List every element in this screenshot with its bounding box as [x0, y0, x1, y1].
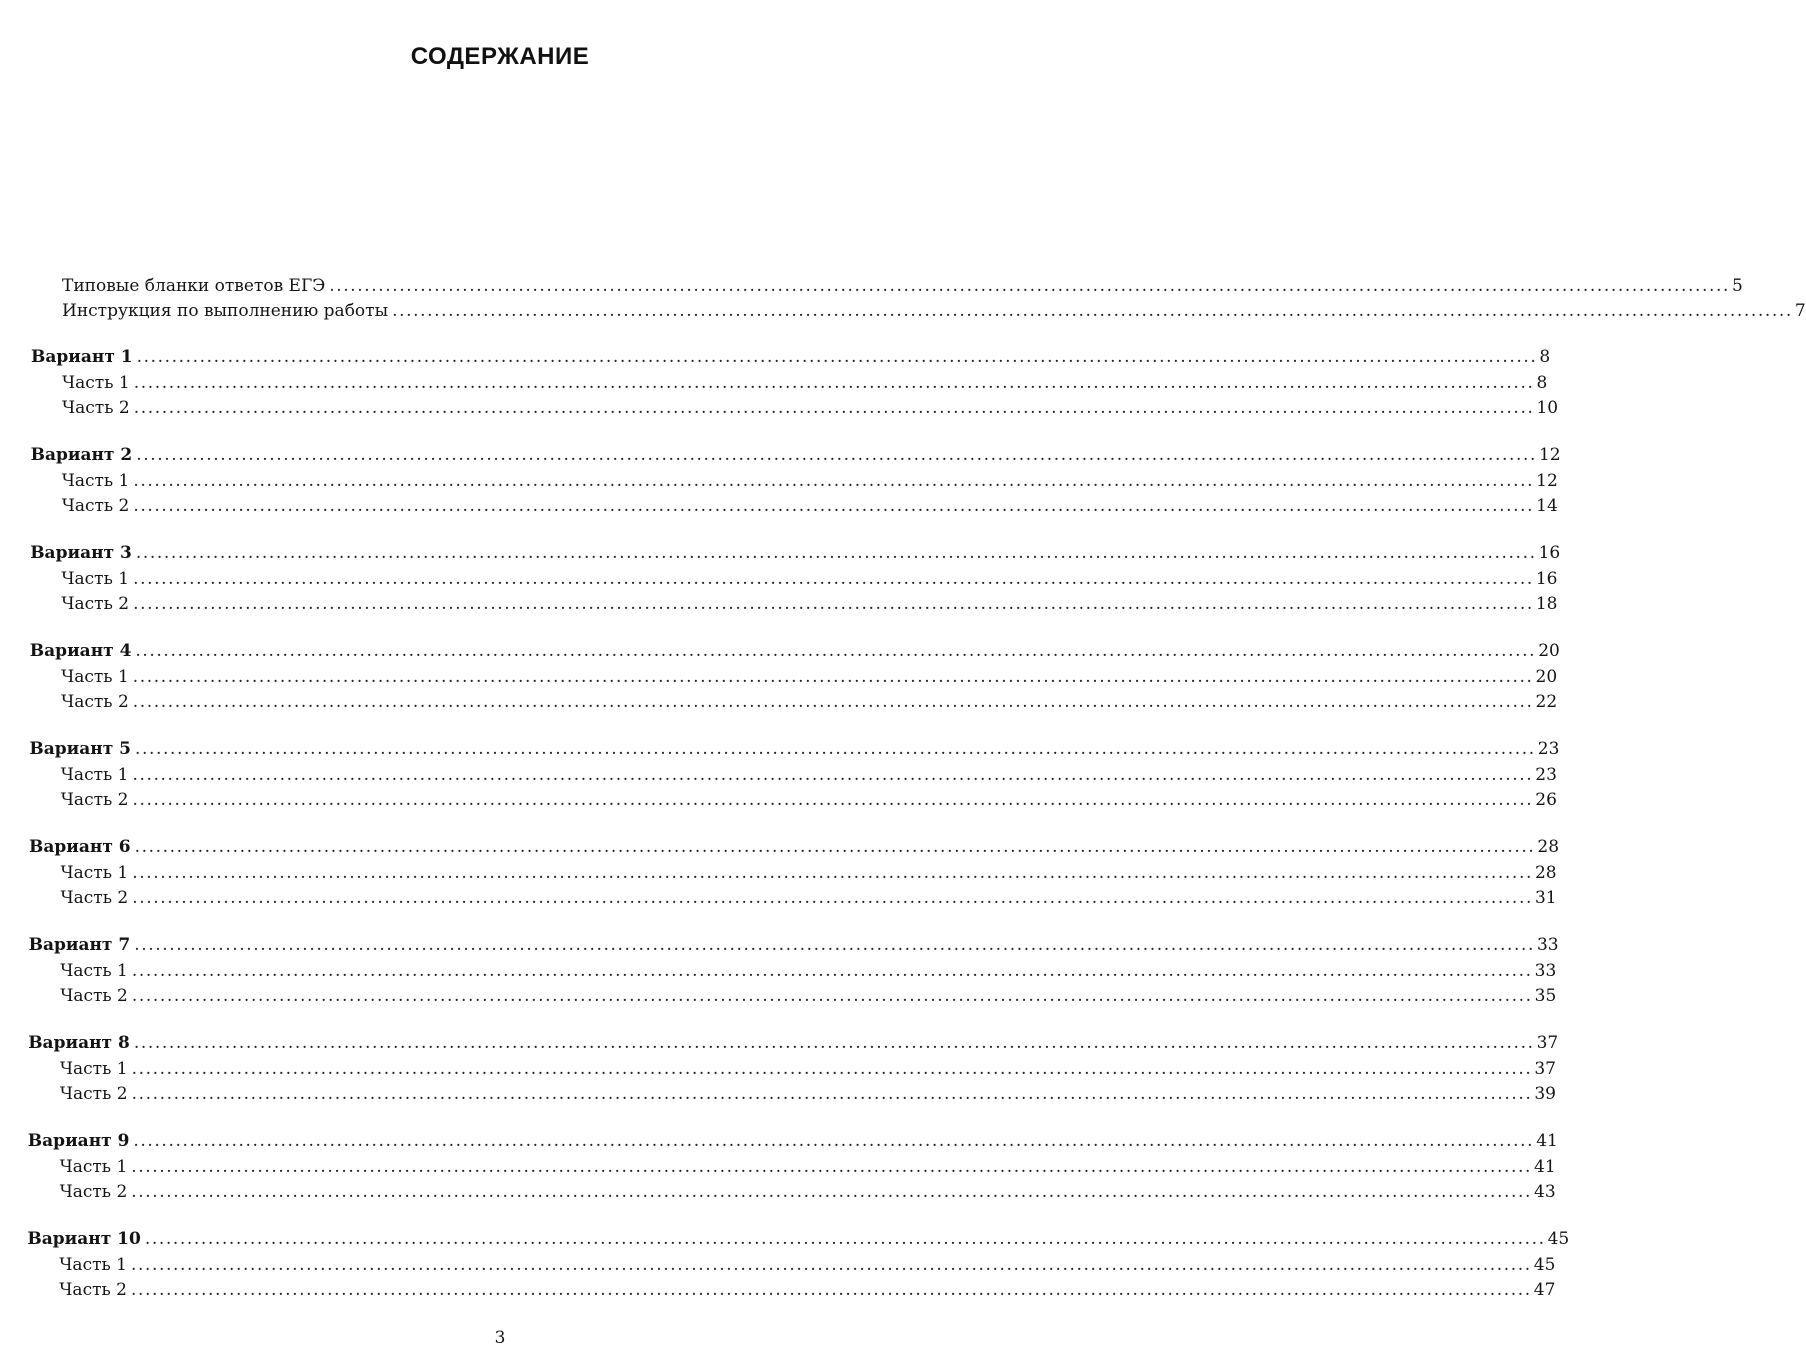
toc-entry-part: [59, 1254, 1556, 1276]
toc-entry-part: [60, 887, 1557, 909]
toc-entry-part: [59, 1181, 1556, 1203]
entry-label: Часть 2: [59, 1182, 128, 1202]
dot-leader: ........................................................................................................................................................................................................: [131, 960, 1533, 981]
entry-label: Часть 1: [59, 1254, 127, 1275]
entry-label: Часть 1: [62, 372, 130, 393]
toc-entry-part: [59, 1156, 1556, 1178]
dot-leader: ........................................................................................................................................................................................................: [133, 470, 1535, 491]
dot-leader: ........................................................................................................................................................................................................: [136, 347, 1538, 367]
entry-label: Вариант 8: [28, 1033, 130, 1053]
entry-page-number: 39: [1534, 1084, 1556, 1104]
entry-page-number: 28: [1534, 862, 1557, 883]
toc-entry-variant: [30, 444, 1561, 466]
entry-page-number: 8: [1536, 372, 1548, 393]
dot-leader: ........................................................................................................................................................................................................: [133, 496, 1535, 516]
dot-leader: ........................................................................................................................................................................................................: [132, 862, 1533, 883]
entry-label: Часть 1: [60, 960, 128, 981]
entry-label: Вариант 4: [29, 641, 132, 661]
entry-page-number: 7: [1794, 301, 1806, 321]
entry-label: Инструкция по выполнению работы: [62, 301, 389, 321]
dot-leader: ........................................................................................................................................................................................................: [144, 1229, 1546, 1249]
dot-leader: ........................................................................................................................................................................................................: [135, 641, 1537, 661]
entry-page-number: 8: [1539, 347, 1551, 367]
dot-leader: ........................................................................................................................................................................................................: [130, 1280, 1532, 1300]
entry-label: Часть 1: [61, 470, 130, 491]
toc-entry-part: [62, 372, 1548, 394]
toc-entry-part: [60, 985, 1557, 1007]
page-number: 3: [494, 1328, 506, 1348]
dot-leader: ........................................................................................................................................................................................................: [132, 790, 1534, 810]
entry-label: Часть 1: [61, 568, 130, 589]
dot-leader: ........................................................................................................................................................................................................: [136, 445, 1537, 465]
entry-page-number: 20: [1535, 666, 1558, 687]
toc-entry-part: [59, 1279, 1556, 1301]
entry-label: Часть 2: [61, 692, 129, 712]
entry-label: Вариант 2: [30, 445, 133, 465]
toc-entry-part: [61, 470, 1558, 492]
entry-page-number: 43: [1534, 1182, 1556, 1202]
entry-page-number: 20: [1538, 641, 1560, 661]
toc-entry-variant: [27, 1130, 1558, 1152]
dot-leader: ........................................................................................................................................................................................................: [130, 1254, 1532, 1275]
dot-leader: ........................................................................................................................................................................................................: [132, 888, 1533, 908]
entry-page-number: 45: [1533, 1254, 1556, 1275]
entry-page-number: 41: [1536, 1131, 1558, 1151]
entry-label: Вариант 9: [27, 1131, 130, 1151]
entry-page-number: 47: [1533, 1280, 1556, 1300]
toc-entry-variant: [29, 738, 1560, 760]
entry-page-number: 12: [1538, 445, 1561, 465]
entry-page-number: 37: [1536, 1033, 1559, 1053]
toc-entry-part: [62, 397, 1559, 419]
toc-entry-part: [59, 1058, 1556, 1080]
entry-page-number: 5: [1731, 276, 1743, 296]
toc-entry-intro: [62, 275, 1743, 297]
dot-leader: ........................................................................................................................................................................................................: [133, 398, 1535, 418]
entry-page-number: 45: [1547, 1229, 1570, 1249]
entry-label: Часть 2: [60, 888, 129, 908]
dot-leader: ........................................................................................................................................................................................................: [392, 301, 1793, 321]
dot-leader: ........................................................................................................................................................................................................: [135, 739, 1536, 759]
toc-entry-variant: [28, 934, 1559, 956]
toc-entry-variant: [29, 836, 1560, 858]
entry-page-number: 23: [1537, 739, 1560, 759]
entry-page-number: 23: [1535, 764, 1557, 785]
toc-entry-part: [59, 1083, 1556, 1105]
dot-leader: ........................................................................................................................................................................................................: [132, 692, 1534, 712]
entry-label: Часть 2: [61, 594, 130, 614]
entry-label: Вариант 7: [28, 935, 131, 955]
entry-page-number: 28: [1537, 837, 1560, 857]
entry-label: Вариант 3: [30, 543, 132, 563]
dot-leader: ........................................................................................................................................................................................................: [135, 543, 1537, 563]
dot-leader: ........................................................................................................................................................................................................: [132, 764, 1534, 785]
dot-leader: ........................................................................................................................................................................................................: [132, 666, 1534, 687]
entry-label: Вариант 1: [31, 347, 133, 367]
toc-entry-part: [61, 568, 1558, 590]
entry-page-number: 37: [1534, 1058, 1556, 1079]
entry-page-number: 31: [1534, 888, 1557, 908]
dot-leader: ........................................................................................................................................................................................................: [131, 986, 1533, 1006]
dot-leader: ........................................................................................................................................................................................................: [134, 935, 1535, 955]
toc-entry-part: [61, 495, 1558, 517]
entry-page-number: 33: [1534, 960, 1557, 981]
entry-label: Часть 1: [60, 764, 129, 785]
entry-page-number: 22: [1535, 692, 1558, 712]
toc-entry-part: [60, 862, 1557, 884]
entry-page-number: 26: [1535, 790, 1557, 810]
entry-label: Часть 2: [59, 1280, 127, 1300]
toc-entry-part: [60, 789, 1557, 811]
toc-entry-intro: [62, 300, 1806, 322]
toc-entry-part: [61, 666, 1558, 688]
dot-leader: ........................................................................................................................................................................................................: [133, 1131, 1535, 1151]
entry-label: Часть 1: [61, 666, 129, 687]
entry-label: Часть 2: [60, 986, 128, 1006]
dot-leader: ........................................................................................................................................................................................................: [131, 1084, 1533, 1104]
dot-leader: ........................................................................................................................................................................................................: [131, 1058, 1533, 1079]
entry-page-number: 41: [1534, 1156, 1556, 1177]
toc-entry-part: [61, 593, 1558, 615]
entry-label: Часть 2: [62, 398, 130, 418]
toc-entry-part: [60, 960, 1557, 982]
toc-entry-variant: [30, 542, 1561, 564]
entry-label: Часть 2: [59, 1084, 128, 1104]
dot-leader: ........................................................................................................................................................................................................: [134, 837, 1536, 857]
dot-leader: ........................................................................................................................................................................................................: [133, 568, 1534, 589]
entry-page-number: 16: [1535, 568, 1558, 589]
dot-leader: ........................................................................................................................................................................................................: [329, 276, 1730, 296]
entry-label: Часть 2: [61, 496, 130, 516]
toc-entry-variant: [27, 1228, 1570, 1250]
entry-page-number: 35: [1534, 986, 1557, 1006]
toc-entry-part: [61, 691, 1558, 713]
toc-entry-variant: [28, 1032, 1559, 1054]
entry-label: Часть 1: [60, 862, 129, 883]
dot-leader: ........................................................................................................................................................................................................: [133, 372, 1535, 393]
dot-leader: ........................................................................................................................................................................................................: [131, 1156, 1533, 1177]
entry-page-number: 14: [1536, 496, 1558, 516]
entry-page-number: 12: [1536, 470, 1558, 491]
entry-page-number: 18: [1535, 594, 1558, 614]
dot-leader: ........................................................................................................................................................................................................: [131, 1182, 1533, 1202]
entry-page-number: 16: [1538, 543, 1561, 563]
entry-label: Вариант 6: [29, 837, 131, 857]
dot-leader: ........................................................................................................................................................................................................: [133, 594, 1534, 614]
toc-entry-variant: [31, 346, 1551, 368]
entry-page-number: 33: [1536, 935, 1559, 955]
entry-label: Часть 2: [60, 790, 129, 810]
entry-page-number: 10: [1536, 398, 1559, 418]
entry-label: Часть 1: [59, 1156, 128, 1177]
entry-label: Типовые бланки ответов ЕГЭ: [62, 276, 326, 296]
toc-entry-variant: [29, 640, 1560, 662]
toc-entry-part: [60, 764, 1557, 786]
entry-label: Часть 1: [59, 1058, 128, 1079]
dot-leader: ........................................................................................................................................................................................................: [133, 1033, 1535, 1053]
entry-label: Вариант 10: [27, 1229, 141, 1249]
page-title: СОДЕРЖАНИЕ: [410, 43, 590, 70]
entry-label: Вариант 5: [29, 739, 132, 759]
